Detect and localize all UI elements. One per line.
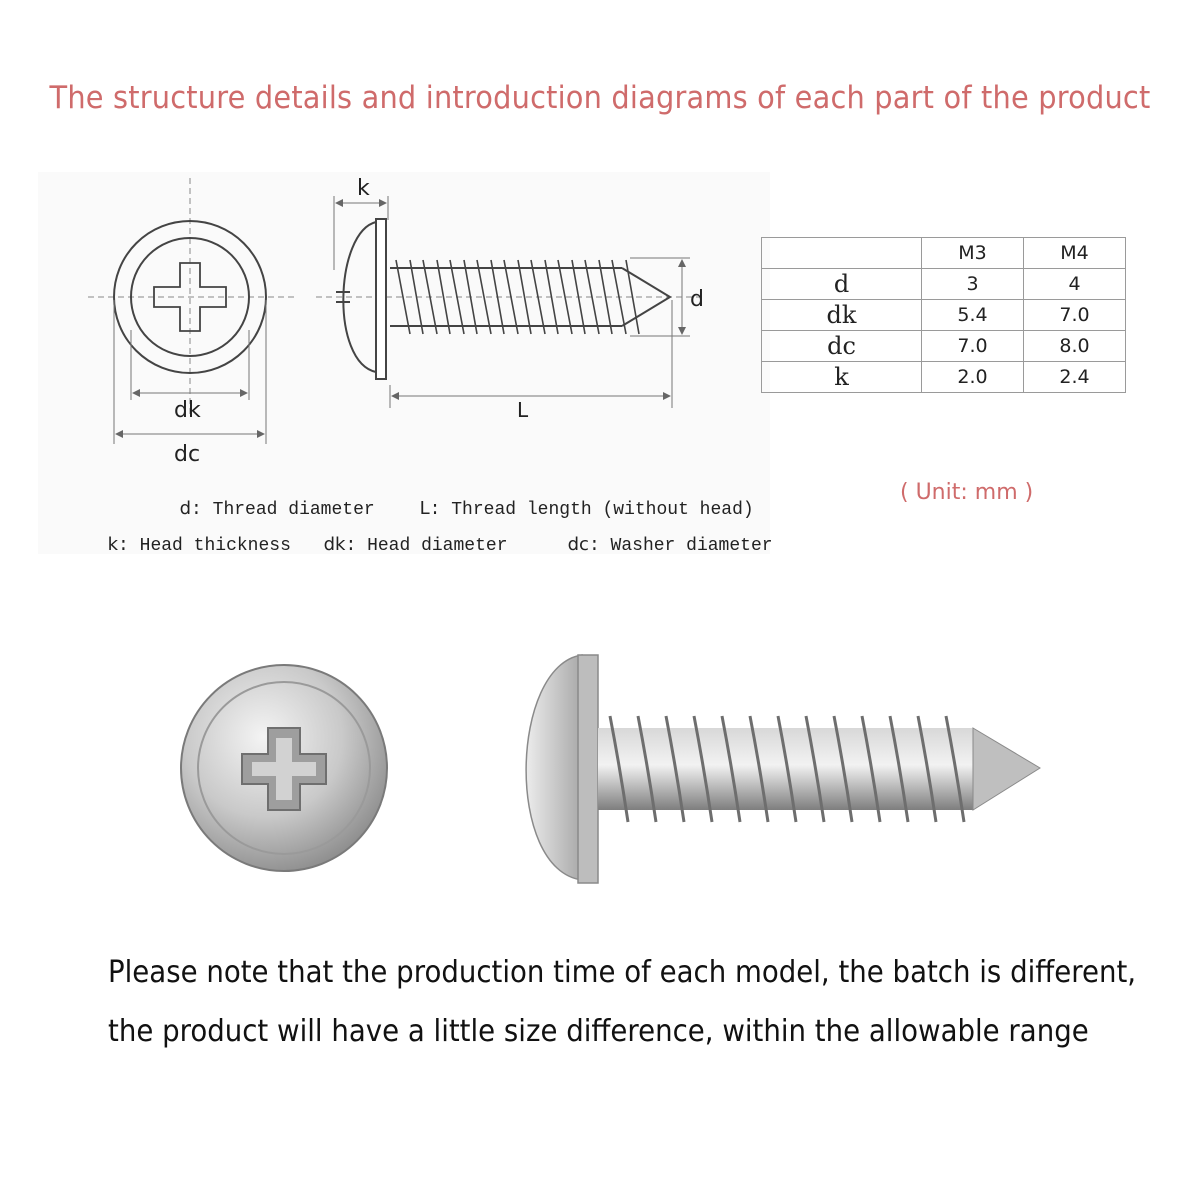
legend-text: : Thread length (without head) bbox=[429, 500, 754, 520]
legend-text: : Thread diameter bbox=[191, 500, 375, 520]
legend-key: d bbox=[179, 498, 192, 519]
legend-item-dc bbox=[546, 514, 773, 556]
table-cell-m3: 3 bbox=[922, 269, 1024, 300]
legend-key: dk bbox=[323, 534, 346, 555]
screw-top-view bbox=[88, 178, 295, 415]
table-cell-m4: 7.0 bbox=[1024, 300, 1126, 331]
legend-key: k bbox=[107, 534, 119, 555]
d-dimension-label: d bbox=[690, 287, 704, 312]
table-cell-m3: 5.4 bbox=[922, 300, 1024, 331]
table-row bbox=[762, 362, 1126, 393]
screw-head-photo bbox=[181, 665, 387, 871]
L-dimension-label: L bbox=[517, 398, 529, 422]
legend-key: L bbox=[419, 498, 430, 519]
table-row bbox=[762, 300, 1126, 331]
table-cell-m4: 2.4 bbox=[1024, 362, 1126, 393]
note-line-2: the product will have a little size difference, within the allowable range bbox=[108, 1014, 1089, 1049]
legend-key: dc bbox=[567, 534, 589, 555]
legend-text: : Head diameter bbox=[345, 536, 508, 556]
table-header-cell: M4 bbox=[1024, 238, 1126, 269]
screw-side-view bbox=[316, 219, 700, 379]
table-header-row bbox=[762, 238, 1126, 269]
page-title: The structure details and introduction diagrams of each part of the product bbox=[49, 80, 1151, 116]
note-line-1: Please note that the production time of each model, the batch is different, bbox=[108, 955, 1137, 990]
dc-dimension-label: dc bbox=[174, 442, 201, 467]
table-cell-param: dc bbox=[762, 331, 922, 362]
legend-item-dk bbox=[302, 514, 508, 556]
table-header-cell: M3 bbox=[922, 238, 1024, 269]
table-cell-m3: 2.0 bbox=[922, 362, 1024, 393]
table-cell-param: k bbox=[762, 362, 922, 393]
legend-text: : Washer diameter bbox=[588, 536, 773, 556]
unit-note: ( Unit: mm ) bbox=[900, 480, 1034, 505]
screw-side-photo bbox=[526, 655, 1040, 883]
table-cell-param: d bbox=[762, 269, 922, 300]
table-cell-m3: 7.0 bbox=[922, 331, 1024, 362]
table-cell-m4: 8.0 bbox=[1024, 331, 1126, 362]
table-cell-param: dk bbox=[762, 300, 922, 331]
legend-text: : Head thickness bbox=[118, 536, 291, 556]
k-dimension-label: k bbox=[357, 176, 370, 201]
legend-item-k bbox=[86, 514, 291, 556]
table-row bbox=[762, 331, 1126, 362]
table-header-cell bbox=[762, 238, 922, 269]
table-cell-m4: 4 bbox=[1024, 269, 1126, 300]
spec-table bbox=[761, 237, 1126, 393]
dk-dimension-label: dk bbox=[174, 398, 201, 423]
table-row bbox=[762, 269, 1126, 300]
